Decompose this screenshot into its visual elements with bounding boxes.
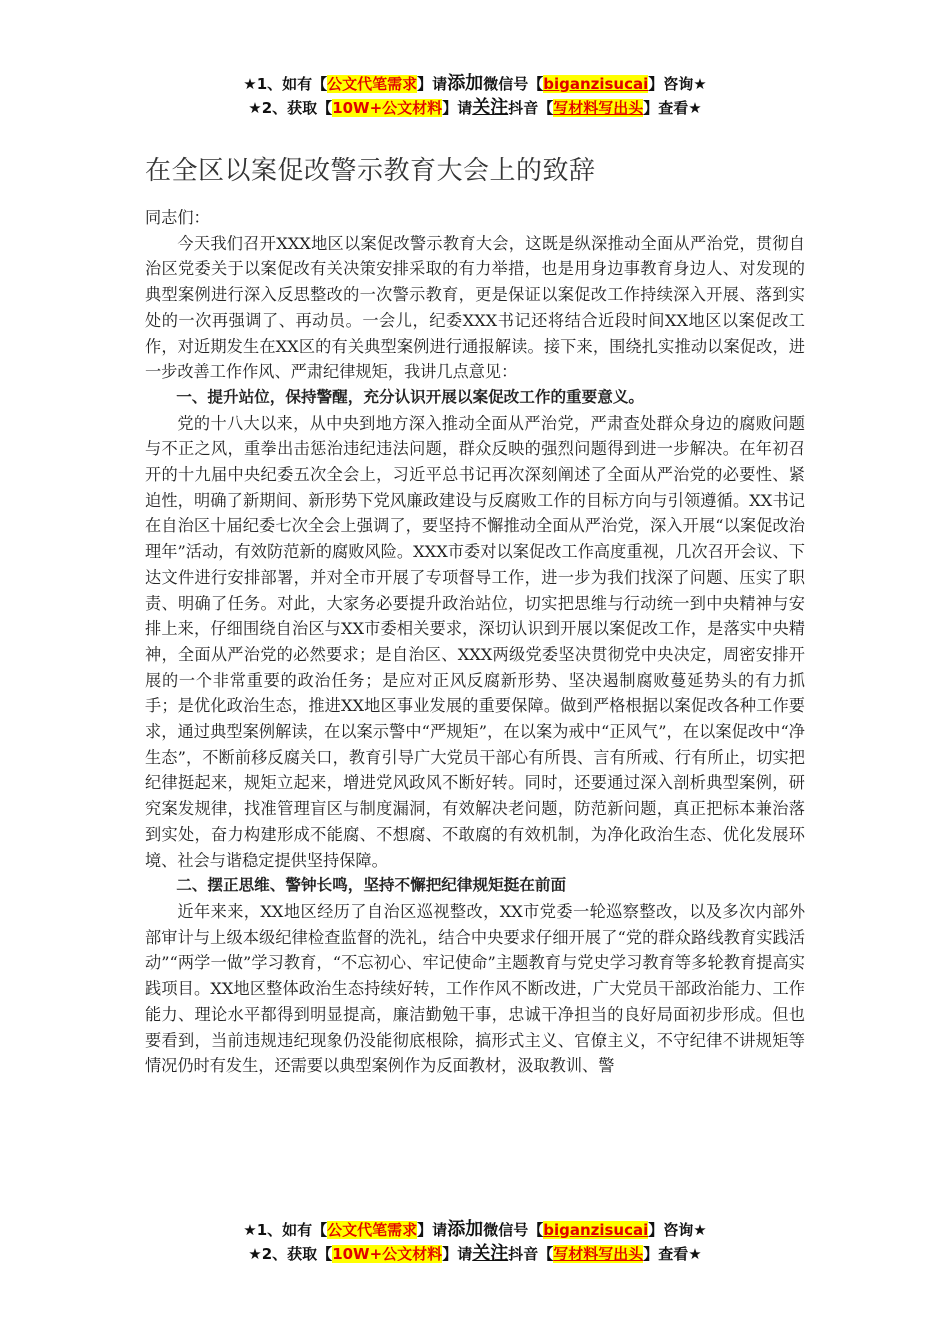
promo-banner-top [0,72,950,120]
highlight-materials: 10W+公文材料 [332,99,443,117]
promo-line-1: ★1、如有【公文代笔需求】请添加微信号【biganzisucai】咨询★ [243,73,707,94]
highlight-douyin-id: 写材料写出头 [553,99,644,117]
document-body [145,150,805,1079]
highlight-service: 公文代笔需求 [327,1221,418,1239]
highlight-service: 公文代笔需求 [327,75,418,93]
paragraph-section-2: 近年来来，XX地区经历了自治区巡视整改，XX市党委一轮巡察整改，以及多次内部外部审计与上级本级纪律检查监督的洗礼，结合中央要求仔细开展了“党的群众路线教育实践活动”“两学一做”学习教育，“不忘初心、牢记使命”主题教育与党史学习教育等多轮教育提高实践项目。XX地区整体政治生态持续好转，工作作风不断改进，广大党员干部政治能力、工作能力、理论水平都得到明显提高，廉洁勤勉干事，忠诚干净担当的良好局面初步形成。但也要看到，当前违规违纪现象仍没能彻底根除，搞形式主义、官僚主义，不守纪律不讲规矩等情况仍时有发生，还需要以典型案例作为反面教材，汲取教训、警 [145,901,805,1076]
promo-line-2: ★2、获取【10W+公文材料】请关注抖音【写材料写出头】查看★ [248,97,702,118]
promo-line-1: ★1、如有【公文代笔需求】请添加微信号【biganzisucai】咨询★ [243,1219,707,1240]
star-icon: ★ [243,1221,257,1239]
star-icon: ★ [248,99,262,117]
promo-line-2: ★2、获取【10W+公文材料】请关注抖音【写材料写出头】查看★ [248,1243,702,1264]
section-heading-2: 二、摆正思维、警钟长鸣，坚持不懈把纪律规矩挺在前面 [176,876,567,895]
paragraph-intro: 今天我们召开XXX地区以案促改警示教育大会，这既是纵深推动全面从严治党，贯彻自治区党委关于以案促改有关决策安排采取的有力举措，也是用身边事教育身边人、对发现的典型案例进行深入反思整改的一次警示教育，更是保证以案促改工作持续深入开展、落到实处的一次再强调了、再动员。一会儿，纪委XXX书记还将结合近段时间XX地区以案促改工作，对近期发生在XX区的有关典型案例进行通报解读。接下来，围绕扎实推动以案促改，进一步改善工作作风、严肃纪律规矩，我讲几点意见： [145,233,805,382]
highlight-wechat-id: biganzisucai [543,75,649,93]
star-icon: ★ [248,1245,262,1263]
salutation: 同志们： [145,208,210,227]
highlight-wechat-id: biganzisucai [543,1221,649,1239]
highlight-douyin-id: 写材料写出头 [553,1245,644,1263]
speech-text [145,205,805,1079]
star-icon: ★ [243,75,257,93]
paragraph-section-1: 党的十八大以来，从中央到地方深入推动全面从严治党，严肃查处群众身边的腐败问题与不正之风，重拳出击惩治违纪违法问题，群众反映的强烈问题得到进一步解决。在年初召开的十九届中央纪委五次全会上，习近平总书记再次深刻阐述了全面从严治党的必要性、紧迫性，明确了新期间、新形势下党风廉政建设与反腐败工作的目标方向与引领遵循。XX书记在自治区十届纪委七次全会上强调了，要坚持不懈推动全面从严治党，深入开展“以案促改治理年”活动，有效防范新的腐败风险。XXX市委对以案促改工作高度重视，几次召开会议、下达文件进行安排部署，并对全市开展了专项督导工作，进一步为我们找深了问题、压实了职责、明确了任务。对此，大家务必要提升政治站位，切实把思维与行动统一到中央精神与安排上来，仔细围绕自治区与XX市委相关要求，深切认识到开展以案促改工作，是落实中央精神，全面从严治党的必然要求；是自治区、XXX两级党委坚决贯彻党中央决定，周密安排开展的一个非常重要的政治任务；是应对正风反腐新形势、坚决遏制腐败蔓延势头的有力抓手；是优化政治生态，推进XX地区事业发展的重要保障。做到严格根据以案促改各种工作要求，通过典型案例解读，在以案示警中“严规矩”，在以案为戒中“正风气”，在以案促改中“净生态”，不断前移反腐关口，教育引导广大党员干部心有所畏、言有所戒、行有所止，切实把纪律挺起来，规矩立起来，增进党风政风不断好转。同时，还要通过深入剖析典型案例，研究案发规律，找准管理盲区与制度漏洞，有效解决老问题，防范新问题，真正把标本兼治落到实处，奋力构建形成不能腐、不想腐、不敢腐的有效机制，为净化政治生态、优化发展环境、社会与谐稳定提供坚持保障。 [145,413,805,870]
promo-banner-bottom [0,1218,950,1266]
section-heading-1: 一、提升站位，保持警醒，充分认识开展以案促改工作的重要意义。 [176,387,645,406]
page-title: 在全区以案促改警示教育大会上的致辞 [145,156,596,186]
highlight-materials: 10W+公文材料 [332,1245,443,1263]
